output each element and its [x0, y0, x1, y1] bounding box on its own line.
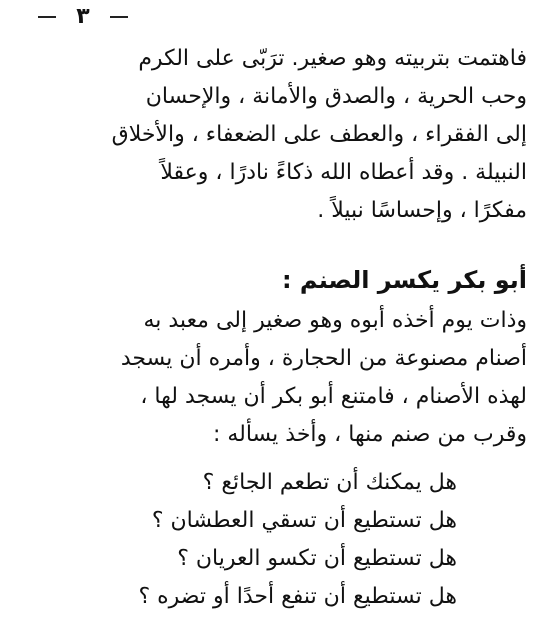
text-line: وذات يوم أخذه أبوه وهو صغير إلى معبد به	[143, 308, 527, 333]
page-header	[38, 2, 128, 32]
text-line: مفكرًا ، وإحساسًا نبيلاً .	[317, 198, 527, 223]
section-heading: أبو بكر يكسر الصنم :	[281, 266, 527, 294]
right-dash	[110, 16, 128, 18]
questions-list	[47, 464, 527, 616]
question-line: هل يمكنك أن تطعم الجائع ؟	[202, 470, 457, 495]
question-line: هل تستطيع أن تنفع أحدًا أو تضره ؟	[138, 584, 457, 609]
question-line: هل تستطيع أن تكسو العريان ؟	[177, 546, 457, 571]
text-line: فاهتمت بتربيته وهو صغير. ترَبّى على الكرم	[138, 46, 527, 71]
text-line: وقرب من صنم منها ، وأخذ يسأله :	[212, 422, 527, 447]
text-line: وحب الحرية ، والصدق والأمانة ، والإحسان	[145, 84, 527, 109]
paragraph-intro	[27, 40, 527, 230]
left-dash	[38, 16, 56, 18]
text-line: إلى الفقراء ، والعطف على الضعفاء ، والأخلاق	[111, 122, 527, 147]
question-line: هل تستطيع أن تسقي العطشان ؟	[151, 508, 457, 533]
paragraph-story	[27, 302, 527, 454]
text-line: لهذه الأصنام ، فامتنع أبو بكر أن يسجد لها ،	[140, 384, 527, 409]
page-number: ٣	[76, 4, 90, 29]
text-line: النبيلة . وقد أعطاه الله ذكاءً نادرًا ، وعقلاً	[160, 160, 527, 185]
text-line: أصنام مصنوعة من الحجارة ، وأمره أن يسجد	[120, 346, 527, 371]
